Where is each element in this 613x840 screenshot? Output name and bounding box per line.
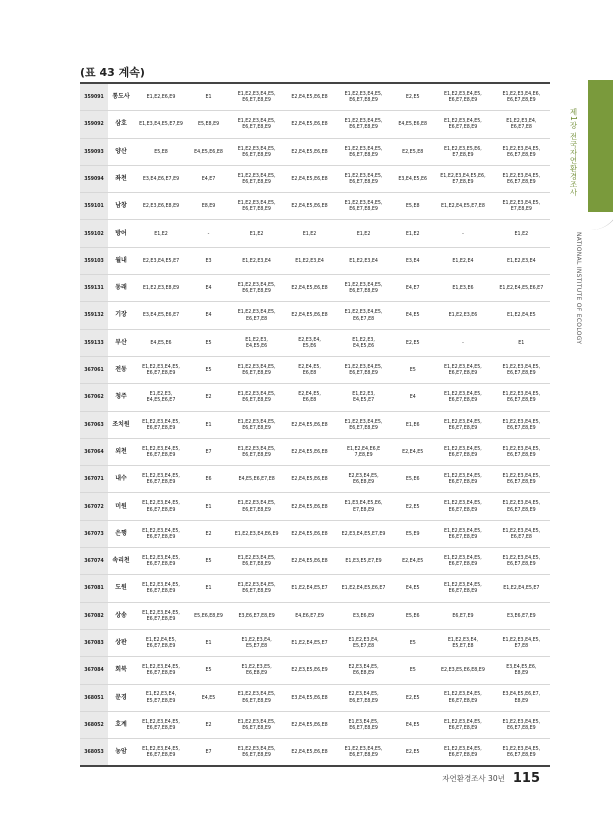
table-cell: E2,E4,E5,E6,E8 — [284, 83, 335, 111]
map-name-cell: 부산 — [108, 329, 134, 356]
table-cell: - — [188, 220, 229, 247]
table-cell: E1,E2,E4,E5,E6,E7 — [335, 575, 392, 602]
table-cell: E1,E2,E3,E5, E6,E8,E9 — [229, 657, 284, 684]
table-caption: (표 43 계속) — [80, 66, 145, 79]
table-cell: E3,E4,E5,E6, E8,E9 — [493, 657, 550, 684]
table-cell: E1,E2,E3,E4,E5, E6,E7,E8,E9 — [493, 138, 550, 165]
table-cell: E1,E3,E4,E5,E7,E9 — [134, 111, 188, 138]
table-cell: E1,E2,E3,E4,E5, E6,E7,E8,E9 — [493, 711, 550, 738]
table-cell: E1,E2,E3,E4,E5, E6,E7,E8,E9 — [493, 384, 550, 411]
map-code-cell: 368053 — [80, 739, 108, 767]
table-cell: E4,E5,E6,E7,E8 — [229, 466, 284, 493]
table-cell: E1,E2,E3,E4,E5, E6,E7,E8,E9 — [134, 356, 188, 383]
table-cell: E5 — [188, 356, 229, 383]
table-cell: E1,E2,E3,E4,E5, E6,E7,E8,E9 — [229, 111, 284, 138]
table-row — [80, 520, 550, 547]
table-cell: E2,E5,E8 — [392, 138, 433, 165]
map-name-cell: 호계 — [108, 711, 134, 738]
map-code-cell: 367062 — [80, 384, 108, 411]
map-code-cell: 367061 — [80, 356, 108, 383]
table-cell: E5 — [188, 329, 229, 356]
map-name-cell: 전동 — [108, 356, 134, 383]
table-cell: E2 — [188, 384, 229, 411]
map-code-cell: 367064 — [80, 438, 108, 465]
table-cell: E2,E4,E5 — [392, 548, 433, 575]
table-cell: E2,E4,E5,E6,E8 — [284, 438, 335, 465]
table-row — [80, 493, 550, 520]
table-cell: E4,E5,E6,E8 — [392, 111, 433, 138]
table-cell: E2 — [188, 711, 229, 738]
table-cell: E2,E4,E5,E6,E8 — [284, 711, 335, 738]
table-cell: E3,E4,E5,E6,E7 — [134, 302, 188, 329]
table-cell: E1,E2,E3,E4,E5, E6,E7,E8,E9 — [493, 466, 550, 493]
map-name-cell: 문경 — [108, 684, 134, 711]
map-name-cell: 은행 — [108, 520, 134, 547]
map-code-cell: 367084 — [80, 657, 108, 684]
table-cell: E2,E5 — [392, 684, 433, 711]
map-name-cell: 상송 — [108, 602, 134, 629]
table-cell: E1,E2,E3,E4,E5, E6,E7,E8,E9 — [335, 165, 392, 192]
table-cell: E1,E2,E3,E4,E5, E6,E7,E8,E9 — [134, 520, 188, 547]
map-name-cell: 내수 — [108, 466, 134, 493]
table-cell: E1,E2,E3, E4,E5,E7 — [335, 384, 392, 411]
institute-name: NATIONAL INSTITUTE OF ECOLOGY — [575, 232, 582, 345]
table-cell: E2,E4,E5,E6,E8 — [284, 411, 335, 438]
table-cell: E5,E8 — [392, 193, 433, 220]
table-cell: E3,E6,E7,E9 — [493, 602, 550, 629]
table-cell: E1,E2,E3,E8,E9 — [134, 275, 188, 302]
table-cell: E1,E2,E3,E4 — [335, 247, 392, 274]
table-cell: E2,E4,E5,E6,E8 — [284, 165, 335, 192]
table-cell: E1,E2 — [229, 220, 284, 247]
table-cell: E2 — [188, 520, 229, 547]
table-cell: E2,E4,E5, E6,E8 — [284, 384, 335, 411]
table-row — [80, 138, 550, 165]
table-cell: E5,E6,E8,E9 — [188, 602, 229, 629]
table-cell: E1,E2,E3,E4,E5, E6,E7,E8 — [493, 520, 550, 547]
table-cell: E1,E2,E3,E4,E5, E6,E7,E8,E9 — [134, 711, 188, 738]
table-cell: E2,E4,E5,E6,E8 — [284, 275, 335, 302]
map-code-cell: 367074 — [80, 548, 108, 575]
table-cell: E1,E2,E3,E4,E5, E6,E7,E8,E9 — [134, 575, 188, 602]
table-cell: E1,E2,E3,E4 — [229, 247, 284, 274]
table-cell: E6,E7,E9 — [433, 602, 492, 629]
data-table-container — [80, 82, 550, 767]
table-cell: E1,E2,E3,E4,E5, E6,E7,E8,E9 — [433, 466, 492, 493]
table-cell: E4 — [392, 384, 433, 411]
table-cell: E1,E2,E3,E4,E5, E6,E7,E8,E9 — [335, 138, 392, 165]
table-cell: E1,E2,E3,E4,E5, E6,E7,E8,E9 — [134, 657, 188, 684]
table-cell: E1,E2,E3,E4,E5, E6,E7,E8,E9 — [433, 356, 492, 383]
map-code-cell: 359131 — [80, 275, 108, 302]
table-cell: E2,E5 — [392, 83, 433, 111]
page-footer — [442, 771, 540, 786]
table-cell: E4,E5 — [392, 575, 433, 602]
table-cell: E5,E6 — [392, 466, 433, 493]
table-cell: E1,E3,E5,E7,E9 — [335, 548, 392, 575]
table-cell: E5,E8,E9 — [188, 111, 229, 138]
table-cell: E1,E2,E3,E4,E5, E6,E7,E8 — [335, 302, 392, 329]
table-cell: E3 — [188, 247, 229, 274]
table-cell: E1,E2,E4,E5,E7 — [284, 575, 335, 602]
table-cell: E7 — [188, 438, 229, 465]
table-row — [80, 466, 550, 493]
table-row — [80, 575, 550, 602]
table-cell: E1,E2,E3,E4,E5,E6, E7,E8,E9 — [433, 165, 492, 192]
map-name-cell: 좌천 — [108, 165, 134, 192]
map-code-cell: 367082 — [80, 602, 108, 629]
table-cell: E1,E2,E3,E4,E5, E6,E7,E8,E9 — [433, 684, 492, 711]
table-cell: E1,E2,E3,E4,E5, E6,E7,E8,E9 — [493, 739, 550, 767]
table-cell: E1,E2,E3,E4,E5, E6,E7,E8,E9 — [229, 411, 284, 438]
table-cell: E1,E2,E3,E4 — [493, 247, 550, 274]
table-row — [80, 165, 550, 192]
table-cell: E5,E9 — [392, 520, 433, 547]
table-cell: E1,E2,E3,E4,E5, E6,E7,E8,E9 — [433, 575, 492, 602]
table-cell: E3,E6,E9 — [335, 602, 392, 629]
table-cell: E1,E2,E3,E4,E6,E9 — [229, 520, 284, 547]
table-cell: E1,E2,E4,E6,E 7,E8,E9 — [335, 438, 392, 465]
table-cell: E2,E3,E4, E5,E6 — [284, 329, 335, 356]
table-cell: E1,E2,E3,E4, E5,E7,E8 — [433, 629, 492, 656]
table-cell: E2,E5 — [392, 493, 433, 520]
table-cell: E1 — [188, 83, 229, 111]
table-cell: E1,E2,E3,E4,E5, E6,E7,E8,E9 — [433, 493, 492, 520]
table-cell: E1,E2,E3,E4,E5, E6,E7,E8,E9 — [134, 602, 188, 629]
map-name-cell: 외천 — [108, 438, 134, 465]
table-cell: E2,E4,E5, E6,E8 — [284, 356, 335, 383]
table-cell: E1,E2,E3,E4,E5, E6,E7,E8,E9 — [335, 83, 392, 111]
table-cell: E1 — [493, 329, 550, 356]
map-name-cell: 양산 — [108, 138, 134, 165]
table-cell: - — [433, 329, 492, 356]
table-cell: E1,E2,E3,E4,E5, E6,E7,E8,E9 — [493, 165, 550, 192]
table-cell: E1,E2,E3,E4, E5,E7,E8 — [229, 629, 284, 656]
table-cell: E1,E2,E3, E4,E5,E6 — [229, 329, 284, 356]
map-code-cell: 367073 — [80, 520, 108, 547]
table-row — [80, 629, 550, 656]
map-code-cell: 359101 — [80, 193, 108, 220]
table-cell: E1,E2,E3,E4,E5, E6,E7,E8,E9 — [433, 384, 492, 411]
map-code-cell: 359103 — [80, 247, 108, 274]
table-cell: E1,E2,E3,E4,E5, E6,E7,E8,E9 — [433, 520, 492, 547]
table-cell: E1,E2,E3,E4,E5, E6,E7,E8,E9 — [433, 711, 492, 738]
table-cell: E1,E2,E4,E5,E6,E7 — [493, 275, 550, 302]
table-row — [80, 247, 550, 274]
table-cell: E4,E5 — [392, 711, 433, 738]
map-code-cell: 359102 — [80, 220, 108, 247]
table-row — [80, 684, 550, 711]
table-row — [80, 548, 550, 575]
table-cell: E2,E4,E5,E6,E8 — [284, 193, 335, 220]
table-cell: E6 — [188, 466, 229, 493]
table-cell: E2,E3,E5,E6,E8,E9 — [433, 657, 492, 684]
table-cell: E1,E3,E4,E5,E6, E7,E8,E9 — [335, 493, 392, 520]
table-cell: E2,E5 — [392, 329, 433, 356]
table-cell: E1,E2,E3,E4,E5, E6,E7,E8,E9 — [134, 739, 188, 767]
table-row — [80, 302, 550, 329]
table-row — [80, 384, 550, 411]
table-cell: E3,E4,E5,E6,E8 — [284, 684, 335, 711]
table-cell: E1,E2,E4,E5, E6,E7,E8,E9 — [134, 629, 188, 656]
table-cell: E3,E4,E5,E6,E7, E8,E9 — [493, 684, 550, 711]
table-cell: E2,E4,E5,E6,E8 — [284, 111, 335, 138]
table-cell: E1 — [188, 629, 229, 656]
table-cell: E1,E6 — [392, 411, 433, 438]
table-cell: E1,E2,E3,E4,E5, E6,E7,E8,E9 — [335, 275, 392, 302]
table-cell: E1,E2,E3,E4,E5, E7,E8,E9 — [493, 193, 550, 220]
table-cell: E5 — [392, 356, 433, 383]
map-name-cell: 농암 — [108, 739, 134, 767]
table-row — [80, 220, 550, 247]
table-row — [80, 329, 550, 356]
table-cell: E4,E5 — [188, 684, 229, 711]
table-cell: E1,E2,E3,E4,E5, E6,E7,E8,E9 — [229, 711, 284, 738]
table-row — [80, 275, 550, 302]
table-cell: E1,E2,E3,E4,E5, E6,E7,E8,E9 — [134, 438, 188, 465]
table-row — [80, 739, 550, 767]
table-cell: E4,E5 — [392, 302, 433, 329]
table-cell: E1,E2,E3,E4,E5, E6,E7,E8,E9 — [335, 411, 392, 438]
table-cell: E8,E9 — [188, 193, 229, 220]
map-code-cell: 359092 — [80, 111, 108, 138]
table-row — [80, 411, 550, 438]
table-cell: E1,E2,E4 — [433, 247, 492, 274]
table-cell: E1,E2,E3,E4,E5, E6,E7,E8,E9 — [433, 111, 492, 138]
table-cell: E1,E2 — [493, 220, 550, 247]
table-cell: E1,E2,E3,E4,E5, E6,E7,E8,E9 — [229, 83, 284, 111]
table-body — [80, 83, 550, 766]
map-name-cell: 조치원 — [108, 411, 134, 438]
table-cell: E1,E2,E6,E9 — [134, 83, 188, 111]
table-cell: E1,E2,E3,E4,E6, E6,E7,E8,E9 — [493, 83, 550, 111]
table-cell: E1,E2,E3,E4,E5, E6,E7,E8,E9 — [335, 193, 392, 220]
table-cell: E1,E2,E3,E4,E5, E6,E7,E8,E9 — [335, 111, 392, 138]
table-cell: E2,E3,E4,E5, E6,E8,E9 — [335, 466, 392, 493]
table-cell: E1,E2,E3,E4, E5,E7,E8 — [335, 629, 392, 656]
table-cell: E1,E2,E3,E4,E5, E6,E7,E8,E9 — [229, 548, 284, 575]
table-cell: E4,E7 — [188, 165, 229, 192]
table-cell: E1,E2 — [134, 220, 188, 247]
table-cell: E2,E4,E5,E6,E8 — [284, 548, 335, 575]
table-cell: E4,E6,E7,E9 — [284, 602, 335, 629]
table-cell: E2,E3,E4,E5, E6,E7,E8,E9 — [335, 684, 392, 711]
table-cell: E2,E5 — [392, 739, 433, 767]
map-name-cell: 상판 — [108, 629, 134, 656]
table-cell: E1,E2,E3,E4,E5, E6,E7,E8,E9 — [229, 193, 284, 220]
footer-title: 자연환경조사 30년 — [442, 774, 505, 783]
table-cell: E1,E2,E3,E4,E5, E7,E8 — [493, 629, 550, 656]
table-cell: E3,E4,E6,E7,E9 — [134, 165, 188, 192]
table-cell: E1,E2,E3, E4,E5,E6 — [335, 329, 392, 356]
table-row — [80, 657, 550, 684]
map-code-cell: 367072 — [80, 493, 108, 520]
table-cell: E4,E7 — [392, 275, 433, 302]
table-cell: E1,E2,E3,E4,E5, E6,E7,E8,E9 — [229, 356, 284, 383]
table-cell: E1,E2 — [335, 220, 392, 247]
table-cell: E1,E2,E3,E4,E5, E6,E7,E8,E9 — [229, 275, 284, 302]
map-code-cell: 359094 — [80, 165, 108, 192]
map-name-cell: 회북 — [108, 657, 134, 684]
table-cell: E2,E4,E5,E6,E8 — [284, 466, 335, 493]
table-cell: E1,E2,E3,E4,E5, E6,E7,E8,E9 — [229, 684, 284, 711]
map-code-cell: 368051 — [80, 684, 108, 711]
map-code-cell: 359093 — [80, 138, 108, 165]
table-cell: E4,E5,E6,E8 — [188, 138, 229, 165]
table-cell: E2,E3,E6,E8,E9 — [134, 193, 188, 220]
table-cell: E1,E2,E3,E4,E5, E6,E7,E8,E9 — [134, 548, 188, 575]
table-cell: E1,E2,E3,E4,E5, E6,E7,E8,E9 — [433, 438, 492, 465]
table-cell: E2,E4,E5,E6,E8 — [284, 520, 335, 547]
table-cell: E2,E4,E5,E6,E8 — [284, 138, 335, 165]
map-name-cell: 기장 — [108, 302, 134, 329]
table-cell: E1 — [188, 411, 229, 438]
table-cell: E3,E4,E5,E6 — [392, 165, 433, 192]
table-cell: E1,E2,E3,E4, E6,E7,E8 — [493, 111, 550, 138]
table-cell: E4 — [188, 275, 229, 302]
table-cell: E4,E5,E6 — [134, 329, 188, 356]
table-cell: E1,E2,E3,E4,E5, E6,E7,E8,E9 — [229, 165, 284, 192]
data-table — [80, 82, 550, 767]
table-cell: E1,E2,E3, E4,E5,E6,E7 — [134, 384, 188, 411]
table-cell: E1,E2,E3,E4,E5, E6,E7,E8,E9 — [229, 739, 284, 767]
table-row — [80, 602, 550, 629]
table-cell: E5 — [188, 657, 229, 684]
table-row — [80, 83, 550, 111]
table-cell: E5,E8 — [134, 138, 188, 165]
table-cell: E1,E2,E3,E4,E5, E6,E7,E8,E9 — [433, 739, 492, 767]
table-cell: E1,E2,E3,E4,E5, E6,E7,E8,E9 — [229, 384, 284, 411]
map-name-cell: 남창 — [108, 193, 134, 220]
map-code-cell: 359091 — [80, 83, 108, 111]
table-row — [80, 711, 550, 738]
table-cell: E1,E2,E3,E4,E5, E6,E7,E8,E9 — [493, 548, 550, 575]
table-cell: E1,E2,E3,E4,E5, E6,E7,E8,E9 — [335, 739, 392, 767]
table-cell: E4 — [188, 302, 229, 329]
map-name-cell: 통도사 — [108, 83, 134, 111]
map-code-cell: 367071 — [80, 466, 108, 493]
table-cell: E1,E2,E3,E4,E5, E6,E7,E8,E9 — [229, 438, 284, 465]
table-cell: E1,E2 — [392, 220, 433, 247]
table-cell: E1,E2,E3,E4,E5, E6,E7,E8,E9 — [493, 411, 550, 438]
map-code-cell: 368052 — [80, 711, 108, 738]
table-cell: E1,E2,E3,E4, E5,E7,E8,E9 — [134, 684, 188, 711]
table-cell: E5 — [188, 548, 229, 575]
table-cell: E2,E3,E4,E5,E7 — [134, 247, 188, 274]
map-name-cell: 삼호 — [108, 111, 134, 138]
table-row — [80, 438, 550, 465]
table-cell: E1,E2,E3,E4,E5, E6,E7,E8 — [229, 302, 284, 329]
table-cell: E1,E2,E3,E4,E5, E6,E7,E8,E9 — [229, 575, 284, 602]
table-row — [80, 111, 550, 138]
map-name-cell: 월내 — [108, 247, 134, 274]
table-cell: E1,E2,E3,E4,E5, E6,E7,E8,E9 — [493, 438, 550, 465]
map-name-cell: 미원 — [108, 493, 134, 520]
table-cell: E2,E4,E5,E6,E8 — [284, 302, 335, 329]
table-cell: E1 — [188, 575, 229, 602]
map-code-cell: 367063 — [80, 411, 108, 438]
chapter-title: 제1장 전국자연환경조사 — [569, 108, 578, 197]
table-cell: E1,E2 — [284, 220, 335, 247]
table-cell: E1,E2,E3,E4,E5, E6,E7,E8,E9 — [134, 411, 188, 438]
table-cell: E1,E2,E3,E5,E6, E7,E8,E9 — [433, 138, 492, 165]
table-cell: E2,E4,E5 — [392, 438, 433, 465]
table-cell: E1,E2,E3,E4,E5, E6,E7,E8,E9 — [493, 356, 550, 383]
table-cell: E2,E4,E5,E6,E8 — [284, 739, 335, 767]
table-cell: E1,E2,E4,E5,E7 — [284, 629, 335, 656]
table-row — [80, 193, 550, 220]
table-cell: E1,E3,E6 — [433, 275, 492, 302]
table-row — [80, 356, 550, 383]
table-cell: E2,E4,E5,E6,E8 — [284, 493, 335, 520]
map-name-cell: 동래 — [108, 275, 134, 302]
table-cell: E2,E3,E4,E5,E7,E9 — [335, 520, 392, 547]
table-cell: E1,E2,E3,E4,E5, E6,E7,E8,E9 — [493, 493, 550, 520]
table-cell: E1,E2,E3,E4,E5, E6,E7,E8,E9 — [433, 548, 492, 575]
table-cell: E1,E2,E4,E5,E7,E8 — [433, 193, 492, 220]
table-cell: E5,E6 — [392, 602, 433, 629]
table-cell: E1,E2,E4,E5,E7 — [493, 575, 550, 602]
table-cell: E3,E4 — [392, 247, 433, 274]
chapter-tab — [588, 80, 613, 212]
table-cell: E5 — [392, 629, 433, 656]
table-cell: E1,E3,E4,E5, E6,E7,E8,E9 — [335, 711, 392, 738]
table-cell: E2,E3,E5,E6,E9 — [284, 657, 335, 684]
table-cell: E1 — [188, 493, 229, 520]
table-cell: E1,E2,E3,E4 — [284, 247, 335, 274]
table-cell: E1,E2,E3,E4,E5, E6,E7,E8,E9 — [433, 83, 492, 111]
table-cell: E1,E2,E3,E4,E5, E6,E7,E8,E9 — [229, 493, 284, 520]
table-cell: E1,E2,E3,E4,E5, E6,E7,E8,E9 — [229, 138, 284, 165]
map-code-cell: 359132 — [80, 302, 108, 329]
table-cell: E1,E2,E3,E4,E5, E6,E7,E8,E9 — [134, 493, 188, 520]
page-number: 115 — [512, 771, 540, 786]
map-code-cell: 359133 — [80, 329, 108, 356]
table-cell: E1,E2,E4,E5 — [493, 302, 550, 329]
table-cell: E3,E6,E7,E8,E9 — [229, 602, 284, 629]
table-cell: - — [433, 220, 492, 247]
table-cell: E1,E2,E3,E4,E5, E6,E7,E8,E9 — [134, 466, 188, 493]
table-cell: E1,E2,E3,E4,E5, E6,E7,E8,E9 — [433, 411, 492, 438]
table-cell: E1,E2,E3,E4,E5, E6,E7,E8,E9 — [335, 356, 392, 383]
map-name-cell: 청주 — [108, 384, 134, 411]
map-name-cell: 방어 — [108, 220, 134, 247]
table-cell: E7 — [188, 739, 229, 767]
map-code-cell: 367081 — [80, 575, 108, 602]
map-name-cell: 도원 — [108, 575, 134, 602]
table-cell: E2,E3,E4,E5, E6,E8,E9 — [335, 657, 392, 684]
table-cell: E5 — [392, 657, 433, 684]
map-code-cell: 367083 — [80, 629, 108, 656]
table-cell: E1,E2,E3,E6 — [433, 302, 492, 329]
map-name-cell: 속리천 — [108, 548, 134, 575]
